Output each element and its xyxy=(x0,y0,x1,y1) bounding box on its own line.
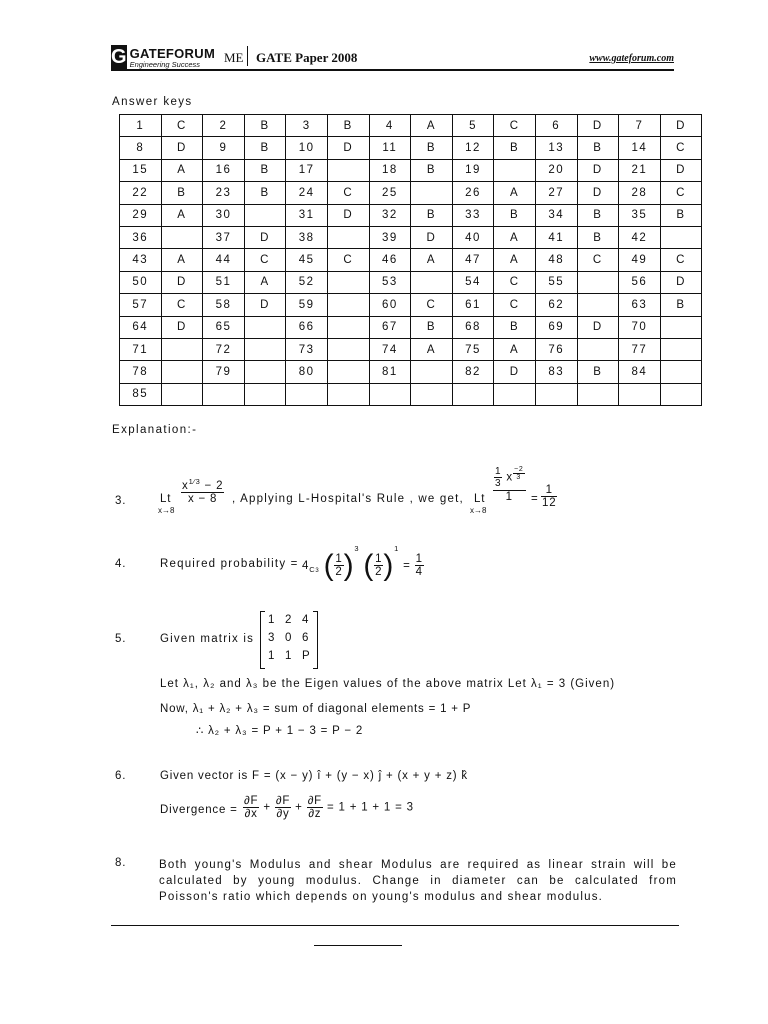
q5-number: 5. xyxy=(115,633,127,645)
answer-cell: B xyxy=(327,115,369,137)
answer-cell xyxy=(577,271,619,293)
question-number-cell: 80 xyxy=(286,361,328,383)
answer-cell: C xyxy=(244,249,286,271)
question-number-cell: 68 xyxy=(452,316,494,338)
answer-cell: B xyxy=(577,226,619,248)
question-number-cell: 37 xyxy=(203,226,245,248)
answer-cell: D xyxy=(660,271,702,293)
question-number-cell: 72 xyxy=(203,338,245,360)
q3-derivative: $\frac{1}{3}$ x $\frac{-2}{3}$ 1 xyxy=(495,466,524,503)
matrix-cell: P xyxy=(302,650,311,662)
question-number-cell: 58 xyxy=(203,294,245,316)
table-row xyxy=(120,383,702,405)
answer-cell: B xyxy=(411,159,453,181)
question-number-cell: 14 xyxy=(619,137,661,159)
q3-fraction: $\frac{x^{1⁄3} - 2}{x - 8}$ xyxy=(182,477,224,505)
answer-cell xyxy=(244,204,286,226)
question-number-cell: 60 xyxy=(369,294,411,316)
answer-cell xyxy=(327,338,369,360)
question-number-cell: 66 xyxy=(286,316,328,338)
question-number-cell: 46 xyxy=(369,249,411,271)
question-number-cell: 52 xyxy=(286,271,328,293)
question-number-cell xyxy=(619,383,661,405)
question-number-cell: 73 xyxy=(286,338,328,360)
answer-cell: C xyxy=(327,249,369,271)
answer-cell: D xyxy=(660,159,702,181)
question-number-cell: 35 xyxy=(619,204,661,226)
answer-cell: D xyxy=(494,361,536,383)
question-number-cell: 4 xyxy=(369,115,411,137)
answer-cell xyxy=(327,159,369,181)
table-row xyxy=(120,316,702,338)
question-number-cell: 39 xyxy=(369,226,411,248)
question-number-cell: 81 xyxy=(369,361,411,383)
question-number-cell: 10 xyxy=(286,137,328,159)
table-row xyxy=(120,271,702,293)
answer-cell xyxy=(161,383,203,405)
q3-limit: x→8 xyxy=(158,506,175,515)
question-number-cell: 76 xyxy=(535,338,577,360)
answer-cell: C xyxy=(327,182,369,204)
answer-cell xyxy=(161,226,203,248)
question-number-cell: 19 xyxy=(452,159,494,181)
question-number-cell: 30 xyxy=(203,204,245,226)
question-number-cell: 77 xyxy=(619,338,661,360)
matrix-cell: 0 xyxy=(285,632,293,644)
q4-text: Required probability = xyxy=(160,558,299,570)
question-number-cell: 13 xyxy=(535,137,577,159)
answer-cell: B xyxy=(411,316,453,338)
logo-text: GATEFORUM xyxy=(129,45,216,61)
answer-cell xyxy=(494,159,536,181)
answer-cell: B xyxy=(244,115,286,137)
question-number-cell: 31 xyxy=(286,204,328,226)
question-number-cell: 47 xyxy=(452,249,494,271)
answer-cell xyxy=(327,361,369,383)
q6-divergence-expr: $\frac{\partial F}{\partial x}$ + $\frac{\partial F}{\partial y}$ + $\frac{\partial F}{\partial z}$ = 1 + 1 + 1 = 3 xyxy=(244,795,414,820)
question-number-cell: 18 xyxy=(369,159,411,181)
question-number-cell xyxy=(452,383,494,405)
answer-keys-heading: Answer keys xyxy=(112,96,193,108)
question-number-cell: 24 xyxy=(286,182,328,204)
header-title: GATE Paper 2008 xyxy=(256,50,358,65)
answer-cell xyxy=(660,226,702,248)
answer-keys-table xyxy=(119,114,702,406)
question-number-cell: 32 xyxy=(369,204,411,226)
answer-cell xyxy=(244,338,286,360)
matrix-cell: 3 xyxy=(268,632,276,644)
answer-cell xyxy=(411,271,453,293)
table-row xyxy=(120,294,702,316)
answer-cell xyxy=(244,361,286,383)
q3-middle-text: , Applying L-Hospital's Rule , we get, xyxy=(232,493,464,505)
q8-number: 8. xyxy=(115,857,127,869)
answer-cell xyxy=(577,338,619,360)
header-section: ME xyxy=(224,50,244,65)
table-row xyxy=(120,338,702,360)
question-number-cell: 27 xyxy=(535,182,577,204)
table-row xyxy=(120,361,702,383)
answer-cell: C xyxy=(411,294,453,316)
question-number-cell: 70 xyxy=(619,316,661,338)
question-number-cell xyxy=(286,383,328,405)
logo-tagline: Engineering Success xyxy=(129,59,201,69)
answer-cell: B xyxy=(660,294,702,316)
answer-cell: B xyxy=(494,204,536,226)
table-row xyxy=(120,204,702,226)
question-number-cell: 16 xyxy=(203,159,245,181)
table-row xyxy=(120,182,702,204)
q3-lt-2: Lt xyxy=(474,493,486,505)
question-number-cell: 75 xyxy=(452,338,494,360)
answer-cell: D xyxy=(660,115,702,137)
answer-cell: A xyxy=(411,115,453,137)
answer-cell: D xyxy=(577,316,619,338)
footer-rule xyxy=(111,925,679,926)
question-number-cell: 51 xyxy=(203,271,245,293)
answer-cell xyxy=(327,271,369,293)
answer-cell: B xyxy=(411,137,453,159)
answer-cell xyxy=(660,383,702,405)
answer-cell: B xyxy=(244,137,286,159)
answer-cell: B xyxy=(577,361,619,383)
answer-cell: B xyxy=(244,182,286,204)
question-number-cell: 62 xyxy=(535,294,577,316)
answer-cell: A xyxy=(161,249,203,271)
header-separator xyxy=(247,46,248,66)
answer-cell: B xyxy=(494,137,536,159)
question-number-cell: 85 xyxy=(120,383,162,405)
matrix-cell: 4 xyxy=(302,614,310,626)
answer-cell: A xyxy=(411,338,453,360)
question-number-cell: 2 xyxy=(203,115,245,137)
gateforum-logo xyxy=(111,45,215,70)
answer-cell: A xyxy=(244,271,286,293)
question-number-cell: 50 xyxy=(120,271,162,293)
matrix-cell: 1 xyxy=(268,614,276,626)
explanation-heading: Explanation:- xyxy=(112,424,198,436)
answer-cell xyxy=(494,383,536,405)
answer-cell xyxy=(660,361,702,383)
q6-number: 6. xyxy=(115,770,127,782)
answer-cell: C xyxy=(660,249,702,271)
logo-g-mark-icon: G xyxy=(111,46,127,68)
matrix-right-bracket xyxy=(313,611,318,669)
question-number-cell: 40 xyxy=(452,226,494,248)
answer-cell: A xyxy=(161,204,203,226)
answer-cell xyxy=(161,338,203,360)
answer-cell xyxy=(577,294,619,316)
answer-cell: B xyxy=(577,204,619,226)
question-number-cell: 84 xyxy=(619,361,661,383)
answer-cell: D xyxy=(244,226,286,248)
q8-text: Both young's Modulus and shear Modulus are required as linear strain will be calculated by young modulus. Change in diameter can be calculated from Poisson's ratio which depends on young's modulus and shear modulus. xyxy=(159,859,677,903)
question-number-cell: 15 xyxy=(120,159,162,181)
answer-cell: D xyxy=(411,226,453,248)
answer-cell: B xyxy=(244,159,286,181)
answer-cell xyxy=(327,383,369,405)
answer-cell xyxy=(244,316,286,338)
question-number-cell: 3 xyxy=(286,115,328,137)
answer-cell: C xyxy=(660,137,702,159)
answer-cell: C xyxy=(161,115,203,137)
answer-cell: A xyxy=(494,182,536,204)
answer-cell xyxy=(411,383,453,405)
q3-result: $\frac{1}{12}$ xyxy=(542,484,557,509)
q3-limit-2: x→8 xyxy=(470,506,487,515)
table-row xyxy=(120,249,702,271)
question-number-cell: 25 xyxy=(369,182,411,204)
question-number-cell: 1 xyxy=(120,115,162,137)
q5-matrix xyxy=(260,611,318,667)
question-number-cell: 61 xyxy=(452,294,494,316)
answer-cell xyxy=(327,294,369,316)
question-number-cell: 48 xyxy=(535,249,577,271)
answer-cell xyxy=(660,316,702,338)
answer-cell xyxy=(411,361,453,383)
table-row xyxy=(120,226,702,248)
question-number-cell: 53 xyxy=(369,271,411,293)
answer-cell xyxy=(327,316,369,338)
question-number-cell: 38 xyxy=(286,226,328,248)
answer-cell: A xyxy=(411,249,453,271)
question-number-cell: 34 xyxy=(535,204,577,226)
question-number-cell: 54 xyxy=(452,271,494,293)
question-number-cell: 45 xyxy=(286,249,328,271)
answer-cell: D xyxy=(577,115,619,137)
question-number-cell: 36 xyxy=(120,226,162,248)
answer-cell: D xyxy=(244,294,286,316)
header-url: www.gateforum.com xyxy=(589,53,674,64)
question-number-cell: 26 xyxy=(452,182,494,204)
answer-cell xyxy=(411,182,453,204)
q5-line3: ∴ λ₂ + λ₃ = P + 1 − 3 = P − 2 xyxy=(196,725,364,737)
answer-cell: C xyxy=(161,294,203,316)
question-number-cell: 83 xyxy=(535,361,577,383)
matrix-cell: 2 xyxy=(285,614,293,626)
matrix-cell: 1 xyxy=(268,650,276,662)
question-number-cell: 21 xyxy=(619,159,661,181)
answer-cell xyxy=(244,383,286,405)
question-number-cell: 63 xyxy=(619,294,661,316)
question-number-cell: 41 xyxy=(535,226,577,248)
matrix-cell: 6 xyxy=(302,632,310,644)
question-number-cell: 7 xyxy=(619,115,661,137)
q3-lt: Lt xyxy=(160,493,172,505)
question-number-cell: 42 xyxy=(619,226,661,248)
q4-number: 4. xyxy=(115,558,127,570)
answer-cell: B xyxy=(577,137,619,159)
question-number-cell: 49 xyxy=(619,249,661,271)
question-number-cell: 79 xyxy=(203,361,245,383)
answer-cell: D xyxy=(577,159,619,181)
question-number-cell: 12 xyxy=(452,137,494,159)
answer-cell: B xyxy=(411,204,453,226)
answer-cell xyxy=(161,361,203,383)
question-number-cell: 22 xyxy=(120,182,162,204)
question-number-cell: 11 xyxy=(369,137,411,159)
question-number-cell: 17 xyxy=(286,159,328,181)
question-number-cell: 8 xyxy=(120,137,162,159)
answer-cell: C xyxy=(660,182,702,204)
footer-short-rule xyxy=(314,945,402,946)
question-number-cell xyxy=(369,383,411,405)
question-number-cell: 43 xyxy=(120,249,162,271)
answer-cell: C xyxy=(494,115,536,137)
answer-cell: C xyxy=(577,249,619,271)
answer-cell: D xyxy=(327,137,369,159)
answer-cell: D xyxy=(161,137,203,159)
question-number-cell: 55 xyxy=(535,271,577,293)
q3-number: 3. xyxy=(115,495,127,507)
matrix-cell: 1 xyxy=(285,650,293,662)
answer-cell: A xyxy=(494,226,536,248)
question-number-cell: 23 xyxy=(203,182,245,204)
question-number-cell: 59 xyxy=(286,294,328,316)
question-number-cell: 9 xyxy=(203,137,245,159)
question-number-cell: 44 xyxy=(203,249,245,271)
answer-cell: D xyxy=(161,316,203,338)
table-row xyxy=(120,115,702,137)
question-number-cell: 56 xyxy=(619,271,661,293)
answer-cell: C xyxy=(494,271,536,293)
question-number-cell: 5 xyxy=(452,115,494,137)
question-number-cell xyxy=(535,383,577,405)
question-number-cell: 64 xyxy=(120,316,162,338)
table-row xyxy=(120,159,702,181)
question-number-cell: 74 xyxy=(369,338,411,360)
answer-cell: A xyxy=(494,338,536,360)
question-number-cell xyxy=(203,383,245,405)
answer-cell: B xyxy=(494,316,536,338)
q4-expression: $4_{C3}$ ( $\frac{1}{2}$ )$^3$ ( $\frac{1}{2}$ )$^1$ = $\frac{1}{4}$ xyxy=(302,544,423,582)
question-number-cell: 29 xyxy=(120,204,162,226)
question-number-cell: 82 xyxy=(452,361,494,383)
header-rule xyxy=(111,69,674,71)
answer-cell xyxy=(660,338,702,360)
question-number-cell: 28 xyxy=(619,182,661,204)
answer-cell: A xyxy=(494,249,536,271)
question-number-cell: 57 xyxy=(120,294,162,316)
question-number-cell: 6 xyxy=(535,115,577,137)
q5-text: Given matrix is xyxy=(160,633,255,645)
question-number-cell: 67 xyxy=(369,316,411,338)
answer-cell: A xyxy=(161,159,203,181)
question-number-cell: 33 xyxy=(452,204,494,226)
answer-cell: D xyxy=(161,271,203,293)
answer-cell xyxy=(327,226,369,248)
question-number-cell: 71 xyxy=(120,338,162,360)
answer-cell: B xyxy=(161,182,203,204)
q5-line1: Let λ₁, λ₂ and λ₃ be the Eigen values of the above matrix Let λ₁ = 3 (Given) xyxy=(160,678,616,690)
question-number-cell: 69 xyxy=(535,316,577,338)
q6-divergence-label: Divergence = xyxy=(160,804,238,816)
question-number-cell: 65 xyxy=(203,316,245,338)
matrix-left-bracket xyxy=(260,611,265,669)
answer-cell: C xyxy=(494,294,536,316)
table-row xyxy=(120,137,702,159)
question-number-cell: 78 xyxy=(120,361,162,383)
answer-cell: B xyxy=(660,204,702,226)
answer-cell: D xyxy=(327,204,369,226)
question-number-cell: 20 xyxy=(535,159,577,181)
q3-equals: = xyxy=(531,493,539,505)
answer-cell: D xyxy=(577,182,619,204)
answer-cell xyxy=(577,383,619,405)
q5-line2: Now, λ₁ + λ₂ + λ₃ = sum of diagonal elements = 1 + P xyxy=(160,703,472,715)
q6-line1: Given vector is F = (x − y) î + (y − x) ĵ + (x + y + z) k̂ xyxy=(160,770,468,782)
